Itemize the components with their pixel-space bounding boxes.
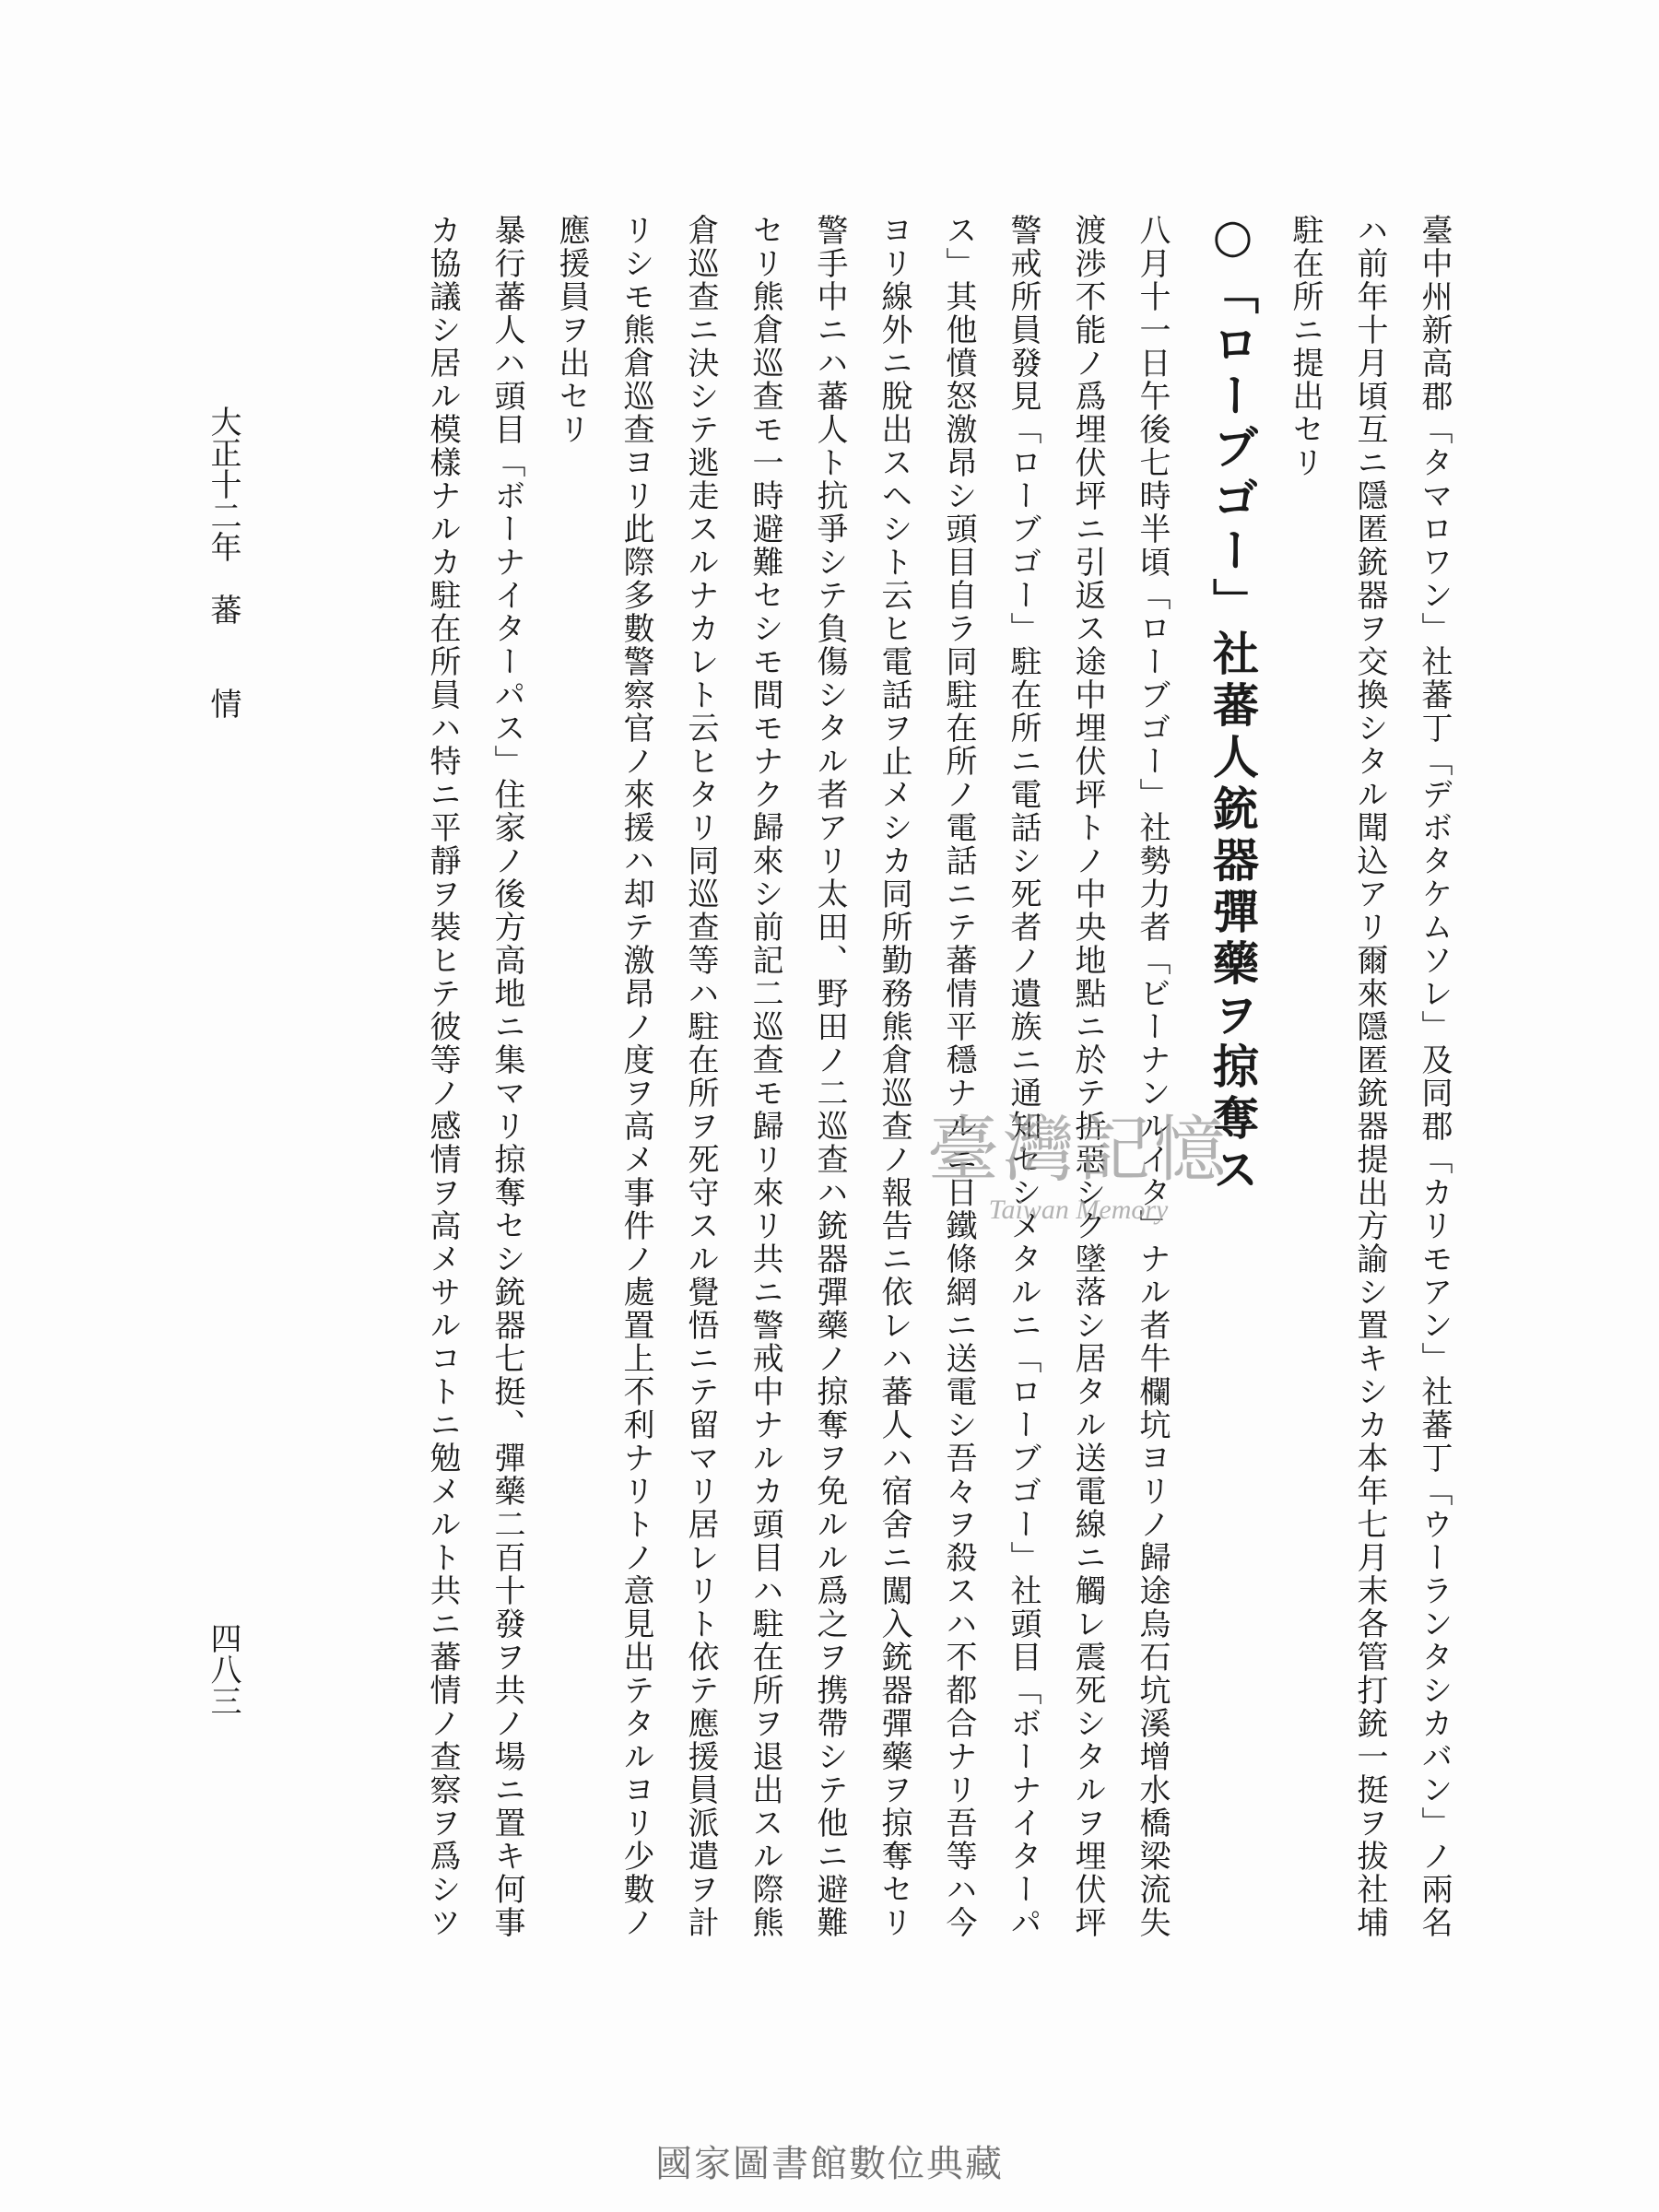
text-column: セリ熊倉巡查モ一時避難セシモ間モナク歸來シ前記二巡查モ歸リ來リ共ニ警戒中ナルカ頭目ハ駐在所ヲ退出スル際熊	[747, 214, 783, 1939]
text-column: 警手中ニハ蕃人ト抗爭シテ負傷シタル者アリ太田、野田ノ二巡查ハ銃器彈藥ノ掠奪ヲ免ルル爲之ヲ携帶シテ他ニ避難	[811, 214, 848, 1939]
watermark	[857, 1106, 1300, 1244]
text-column: 暴行蕃人ハ頭目「ボーナイターパス」住家ノ後方高地ニ集マリ掠奪セシ銃器七挺、彈藥二百十發ヲ共ノ場ニ置キ何事	[488, 214, 525, 1939]
text-column: 警戒所員發見「ローブゴー」駐在所ニ電話シ死者ノ遺族ニ通知セシメタルニ「ローブゴー」社頭目「ボーナイターパ	[1005, 214, 1041, 1939]
text-column: ヨリ線外ニ脫出スヘシト云ヒ電話ヲ止メシカ同所勤務熊倉巡查ノ報告ニ依レハ蕃人ハ宿舍ニ闖入銃器彈藥ヲ掠奪セリ	[876, 214, 912, 1939]
text-column: ハ前年十月頃互ニ隱匿銃器ヲ交換シタル聞込アリ爾來隱匿銃器提出方諭シ置キシカ本年七月末各管打銃一挺ヲ拔社埔	[1351, 214, 1388, 1939]
text-column: 倉巡查ニ決シテ逃走スルナカレト云ヒタリ同巡查等ハ駐在所ヲ死守スル覺悟ニテ留マリ居レリト依テ應援員派遣ヲ計	[682, 214, 719, 1939]
text-column: カ協議シ居ル模樣ナルカ駐在所員ハ特ニ平靜ヲ裝ヒテ彼等ノ感情ヲ高メサルコトニ勉メルト共ニ蕃情ノ查察ヲ爲シツ	[424, 214, 461, 1939]
running-footer: 大正十二年 蕃 情	[205, 406, 241, 719]
text-column: 渡渉不能ノ爲埋伏坪ニ引返ス途中埋伏坪トノ中央地點ニ於テ折惡シク墜落シ居タル送電線ニ觸レ震死シタルヲ埋伏坪	[1069, 214, 1106, 1939]
watermark-title: 臺灣記憶	[926, 1109, 1230, 1192]
text-column: 駐在所ニ提出セリ	[1287, 214, 1324, 479]
text-column: 應援員ヲ出セリ	[553, 214, 590, 446]
text-column: 臺中州新高郡「タマロワン」社蕃丁「デボタケムソレ」及同郡「カリモアン」社蕃丁「ウーランタシカバン」ノ兩名	[1416, 214, 1453, 1939]
text-column: 八月十一日午後七時半頃「ローブゴー」社勢力者「ビーナンルイタ」ナル者牛欄坑ヨリノ歸途烏石坑溪增水橋梁流失	[1134, 214, 1171, 1939]
text-column: リシモ熊倉巡查ヨリ此際多數警察官ノ來援ハ却テ激昂ノ度ヲ高メ事件ノ處置上不利ナリトノ意見出テタルヨリ少數ノ	[618, 214, 654, 1939]
watermark-subtitle: Taiwan Memory	[988, 1194, 1169, 1225]
library-credit: 國家圖書館數位典藏	[655, 2143, 1004, 2185]
text-column: ス」其他憤怒激昂シ頭目自ラ同駐在所ノ電話ニテ蕃情平穩ナルニ日鐵條網ニ送電シ吾々ヲ殺スハ不都合ナリ吾等ハ今	[940, 214, 977, 1939]
section-heading: ○「ローブゴー」社蕃人銃器彈藥ヲ掠奪ス	[1206, 208, 1260, 1197]
page-number: 四八三	[205, 1622, 241, 1716]
